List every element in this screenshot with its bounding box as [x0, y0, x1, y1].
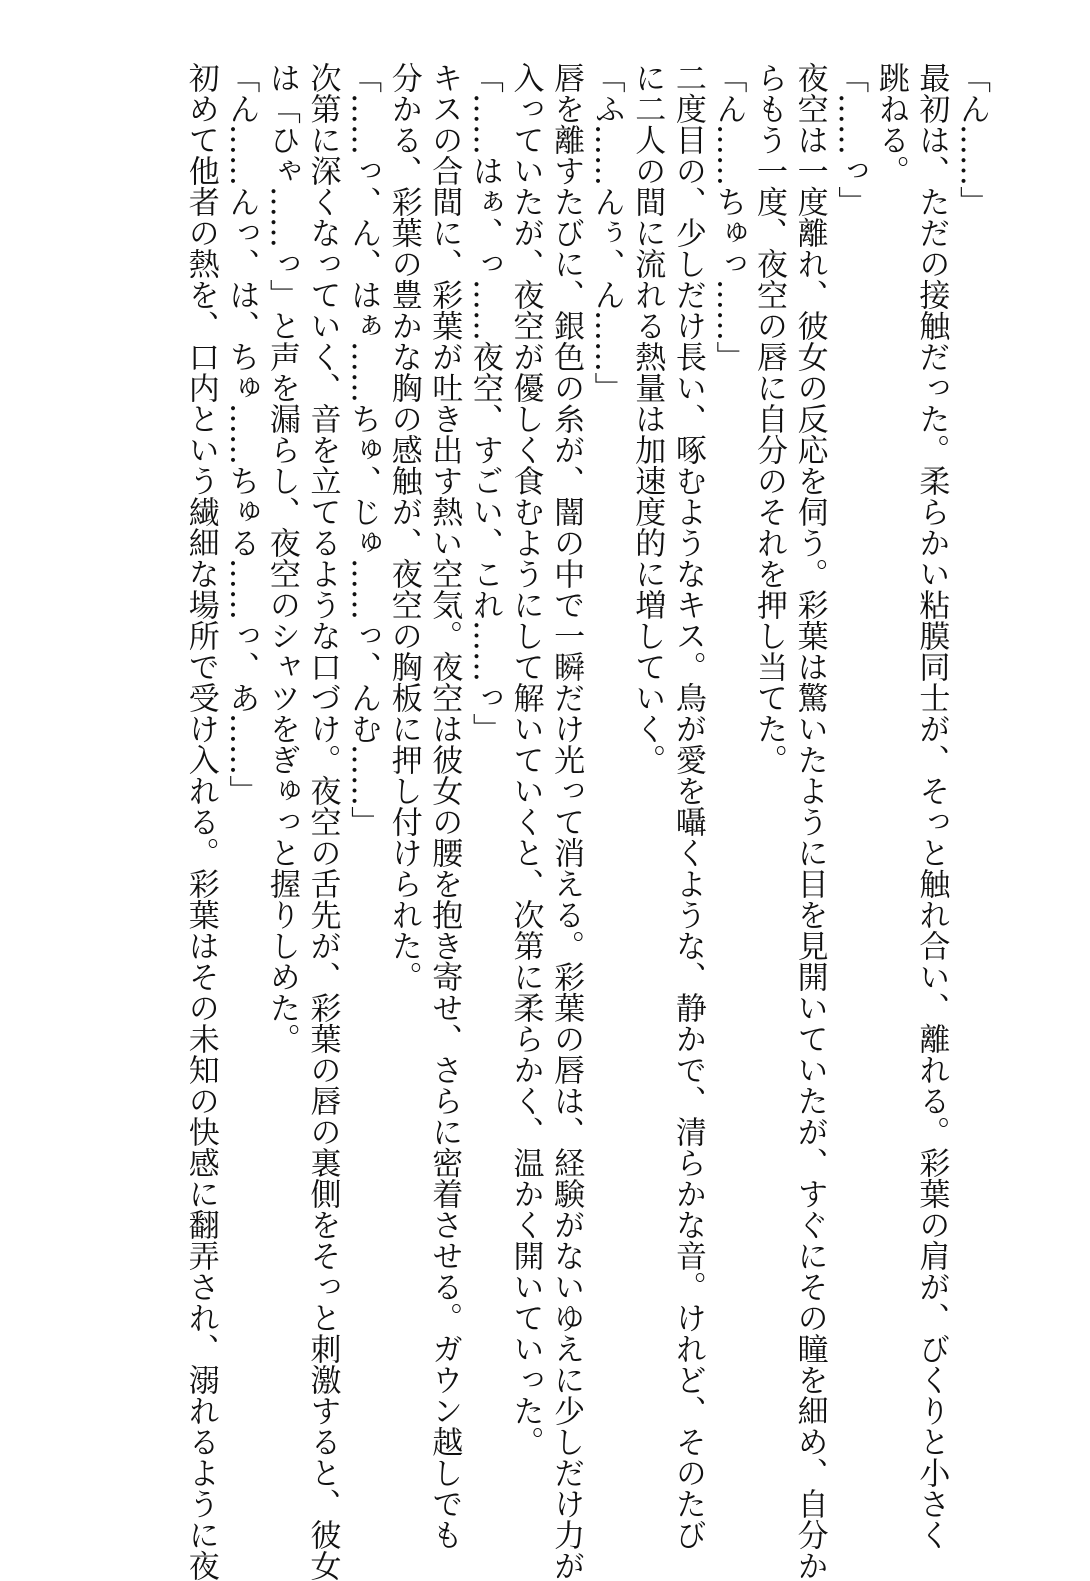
text-line: 「……っ、ん、はぁ……ちゅ、じゅ……っ、んむ……」 [345, 62, 382, 837]
text-line: らもう一度、夜空の唇に自分のそれを押し当てた。 [751, 62, 788, 775]
text-line: 初めて他者の熱を、口内という繊細な場所で受け入れる。彩葉はその未知の快感に翻弄され、溺れるように夜 [182, 62, 219, 1581]
text-line: 「ん……んっ、は、ちゅ……ちゅる……っ、あ……」 [223, 62, 260, 806]
text-line: 最初は、ただの接触だった。柔らかい粘膜同士が、そっと触れ合い、離れる。彩葉の肩が、びくりと小さく [913, 62, 950, 1550]
text-line: 夜空は一度離れ、彼女の反応を伺う。彩葉は驚いたように目を見開いていたが、すぐにその瞳を細め、自分か [791, 62, 828, 1581]
text-line: 「……はぁ、っ……夜空、すごい、これ……っ」 [466, 62, 503, 744]
text-line: 「ふ……んぅ、ん……」 [588, 62, 625, 403]
text-line: 跳ねる。 [872, 62, 909, 186]
text-line: に二人の間に流れる熱量は加速度的に増していく。 [629, 62, 666, 775]
text-line: 「ん……ちゅっ……」 [710, 62, 747, 372]
text-line: 「ん……」 [954, 62, 990, 217]
text-line: 入っていたが、夜空が優しく食むようにして解いていくと、次第に柔らかく、温かく開いていった。 [507, 62, 544, 1457]
text-line: 分かる、彩葉の豊かな胸の感触が、夜空の胸板に押し付けられた。 [385, 62, 422, 992]
text-line: 「……っ」 [832, 62, 869, 217]
text-line: 次第に深くなっていく、音を立てるような口づけ。夜空の舌先が、彩葉の唇の裏側をそっと刺激すると、彼女 [304, 62, 341, 1581]
text-line: は「ひゃ……っ」と声を漏らし、夜空のシャツをぎゅっと握りしめた。 [263, 62, 300, 1054]
text-line: キスの合間に、彩葉が吐き出す熱い空気。夜空は彼女の腰を抱き寄せ、さらに密着させる。ガウン越しでも [426, 62, 463, 1550]
text-line: 二度目の、少しだけ長い、啄むようなキス。鳥が愛を囁くような、静かで、清らかな音。けれど、そのたび [669, 62, 706, 1550]
text-line: 唇を離すたびに、銀色の糸が、闇の中で一瞬だけ光って消える。彩葉の唇は、経験がないゆえに少しだけ力が [548, 62, 585, 1581]
vertical-text-body [180, 62, 992, 1581]
